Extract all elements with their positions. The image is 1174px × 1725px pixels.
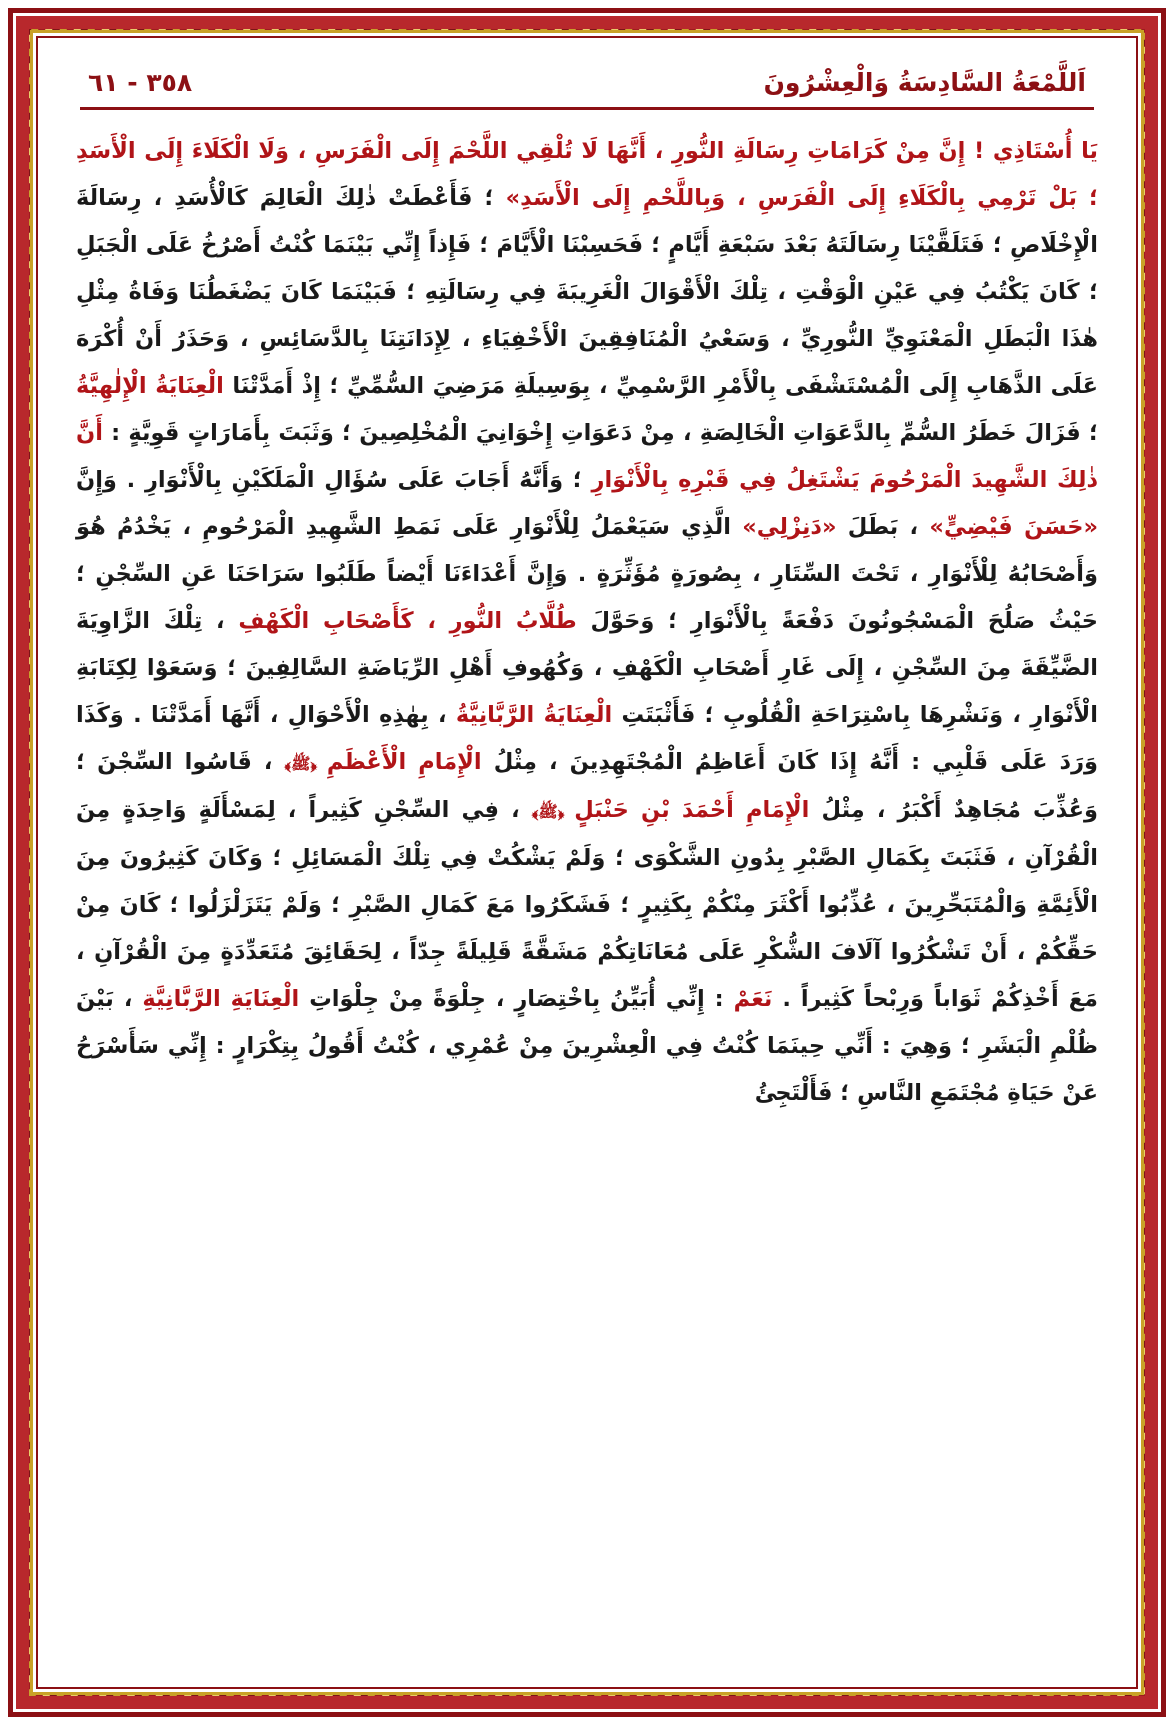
text-segment: طُلَّابُ النُّورِ ، كَأَصْحَابِ الْكَهْفِ	[238, 608, 577, 634]
text-segment: ، بَطَلَ	[836, 514, 930, 540]
text-segment: الْعِنَايَةِ الرَّبَّانِيَّةِ	[142, 986, 300, 1012]
text-segment: ، قَاسُوا السِّجْنَ ؛ وَعُذِّبَ مُجَاهِدٌ أَكْبَرُ ، مِثْلُ	[76, 749, 1098, 823]
text-segment: ؛ وَأَنَّهُ أَجَابَ عَلَى سُؤَالِ الْمَلَكَيْنِ بِالْأَنْوَارِ . وَإِنَّ	[76, 467, 592, 493]
page-content	[46, 46, 1128, 1679]
page-title: اَللَّمْعَةُ السَّادِسَةُ وَالْعِشْرُونَ	[763, 68, 1086, 97]
page-number: ٣٥٨ - ٦١	[88, 68, 193, 97]
body-paragraph	[76, 128, 1098, 1117]
text-segment: «حَسَنَ فَيْضِيٍّ»	[929, 514, 1098, 540]
text-segment: : إِنِّي أُبَيِّنُ بِاخْتِصَارٍ ، جِلْوَةً مِنْ جِلْوَاتِ	[299, 986, 734, 1012]
text-segment: الْإِمَامِ أَحْمَدَ بْنِ حَنْبَلٍ	[574, 797, 810, 823]
header-divider	[80, 107, 1094, 110]
text-segment: الْعِنَايَةُ الْإِلٰهِيَّةُ	[76, 373, 224, 399]
text-segment: ﴿ﷺ﴾	[531, 802, 575, 821]
text-segment: يَا أُسْتَاذِي ! إِنَّ مِنْ كَرَامَاتِ رِسَالَةِ النُّورِ ، أَنَّهَا لَا تُلْقِي اللَّحْمَ إِلَى الْفَرَسِ ، وَلَا الْكَلَاءَ إِلَى الْأَسَدِ ؛ بَلْ تَرْمِي بِالْكَلَاءِ إِلَى الْفَرَسِ ، وَبِاللَّحْمِ إِلَى الْأَسَدِ»	[76, 138, 1099, 211]
text-segment: الَّذِي سَيَعْمَلُ لِلْأَنْوَارِ عَلَى نَمَطِ الشَّهِيدِ الْمَرْحُومِ ، يَخْدُمُ هُوَ وَأَصْحَابُهُ لِلْأَنْوَارِ ، تَحْتَ السِّتَارِ ، بِصُورَةٍ مُؤَثِّرَةٍ . وَإِنَّ أَعْدَاءَنَا أَيْضاً طَلَبُوا سَرَاحَنَا عَنِ السِّجْنِ ؛ حَيْثُ صَلُحَ الْمَسْجُونُونَ دَفْعَةً بِالْأَنْوَارِ ؛ وَحَوَّلَ	[76, 514, 1098, 634]
text-segment: ، بَيْنَ ظُلْمِ الْبَشَرِ ؛ وَهِيَ : أَنِّي حِينَمَا كُنْتُ فِي الْعِشْرِينَ مِنْ عُمْرِي ، كُنْتُ أَقُولُ بِتِكْرَارٍ : إِنِّي سَأَسْرَحُ عَنْ حَيَاةِ مُجْتَمَعِ النَّاسِ ؛ فَأَلْتَجِئُ	[76, 986, 1098, 1106]
text-segment: ﴿ﷺ﴾	[284, 754, 327, 773]
text-segment: نَعَمْ	[733, 986, 773, 1012]
text-segment: ، تِلْكَ الزَّاوِيَةَ الضَّيِّقَةَ مِنَ السِّجْنِ ، إِلَى غَارِ أَصْحَابِ الْكَهْفِ ، وَكُهُوفِ أَهْلِ الرِّيَاضَةِ السَّالِفِينَ ؛ وَسَعَوْا لِكِتَابَةِ الْأَنْوَارِ ، وَنَشْرِهَا بِاسْتِرَاحَةِ الْقُلُوبِ ؛ فَأَثْبَتَتِ	[76, 608, 1098, 728]
text-segment: ؛ فَزَالَ خَطَرُ السُّمِّ بِالدَّعَوَاتِ الْخَالِصَةِ ، مِنْ دَعَوَاتِ إِخْوَانِيَ الْمُخْلِصِينَ ؛ وَثَبَتَ بِأَمَارَاتٍ قَوِيَّةٍ :	[102, 420, 1098, 446]
text-segment: الْعِنَايَةُ الرَّبَّانِيَّةُ	[455, 702, 613, 728]
body-text	[70, 128, 1104, 1117]
text-segment: ، فِي السِّجْنِ كَثِيراً ، لِمَسْأَلَةٍ وَاحِدَةٍ مِنَ الْقُرْآنِ ، فَثَبَتَ بِكَمَالِ الصَّبْرِ بِدُونِ الشَّكْوَى ؛ وَلَمْ يَشْكُتْ فِي تِلْكَ الْمَسَائِلِ ؛ وَكَانَ كَثِيرُونَ مِنَ الْأَئِمَّةِ وَالْمُتَبَحِّرِينَ ، عُذِّبُوا أَكْثَرَ مِنْكُمْ بِكَثِيرٍ ؛ فَشَكَرُوا مَعَ كَمَالِ الصَّبْرِ ؛ وَلَمْ يَتَزَلْزَلُوا ؛ كَانَ مِنْ حَقِّكُمْ ، أَنْ تَشْكُرُوا آلَافَ الشُّكْرِ عَلَى مُعَانَاتِكُمْ مَشَقَّةً قَلِيلَةً جِدّاً ، لِحَقَائِقَ مُتَعَدِّدَةٍ مِنَ الْقُرْآنِ ، مَعَ أَخْذِكُمْ ثَوَاباً وَرِبْحاً كَثِيراً .	[76, 797, 1098, 1012]
text-segment: الْإِمَامِ الْأَعْظَمِ	[326, 749, 482, 775]
text-segment: ؛ فَأَعْطَتْ ذٰلِكَ الْعَالِمَ كَالْأُسَدِ ، رِسَالَةَ الْإِخْلَاصِ ؛ فَتَلَقَّيْنَا رِسَالَتَهُ بَعْدَ سَبْعَةِ أَيَّامٍ ؛ فَحَسِبْنَا الْأَيَّامَ ؛ فَإِذاً إِنِّي بَيْنَمَا كُنْتُ أَصْرُخُ عَلَى الْجَبَلِ ؛ كَانَ يَكْتُبُ فِي عَيْنِ الْوَقْتِ ، تِلْكَ الْأَقْوَالَ الْغَرِيبَةَ فِي رِسَالَتِهِ ؛ فَبَيْنَمَا كَانَ يَضْغَطُنَا وَفَاةُ مِثْلِ هٰذَا الْبَطَلِ الْمَعْنَوِيِّ النُّورِيِّ ، وَسَعْيُ الْمُنَافِقِينَ الْأَخْفِيَاءِ ، لِإِدَانَتِنَا بِالدَّسَائِسِ ، وَحَذَرُ أَنْ أُكْرَهَ عَلَى الذَّهَابِ إِلَى الْمُسْتَشْفَى بِالْأَمْرِ الرَّسْمِيِّ ، بِوَسِيلَةِ مَرَضِيَ السُّمِّيِّ ؛ إِذْ أَمَدَّتْنَا	[76, 185, 1098, 399]
text-segment: «دَنِزْلِي»	[742, 514, 837, 540]
text-segment: أَنَّ ذٰلِكَ الشَّهِيدَ الْمَرْحُومَ يَشْتَغِلُ فِي قَبْرِهِ بِالْأَنْوَارِ	[76, 420, 1098, 493]
text-segment: ، بِهٰذِهِ الْأَحْوَالِ ، أَنَّهَا أَمَدَّتْنَا . وَكَذَا وَرَدَ عَلَى قَلْبِي : أَنَّهُ إِذَا كَانَ أَعَاظِمُ الْمُجْتَهِدِينَ ، مِثْلُ	[76, 702, 1099, 775]
page-header	[70, 68, 1104, 97]
